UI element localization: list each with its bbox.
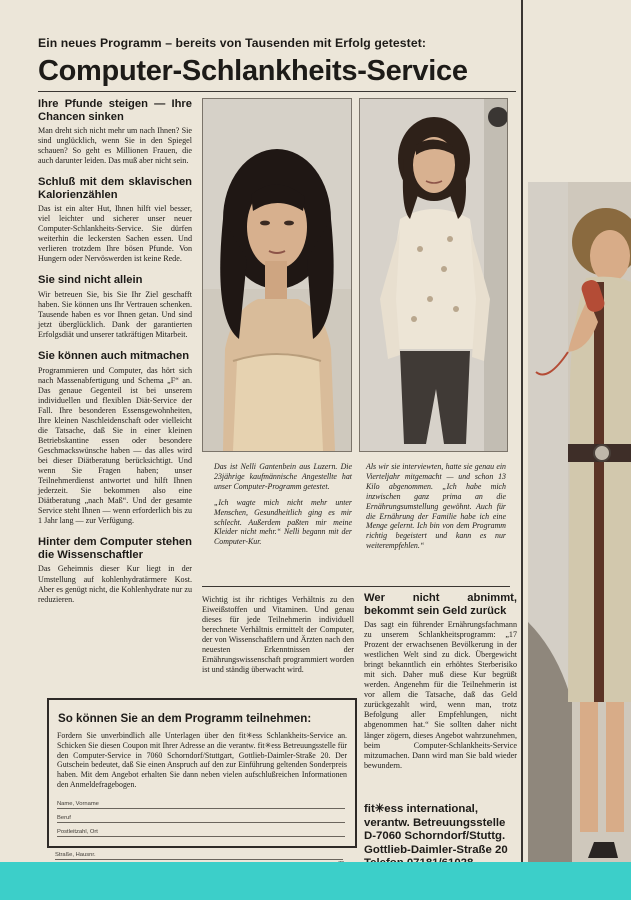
- before-photo: [202, 98, 352, 452]
- bottom-color-band: [0, 862, 631, 900]
- right-column: [364, 592, 517, 777]
- coupon-field-beruf[interactable]: Beruf: [57, 815, 345, 823]
- section-title-allein: Sie sind nicht allein: [38, 274, 143, 287]
- middle-column: [202, 595, 354, 681]
- section-body-kalorien: Das ist ein alter Hut, Ihnen hilft viel besser, viel leichter und sicherer unser neuer Computer-Schlankheits-Service. Sie dürfen weiterhin die leckersten Sachen essen. Und verlieren trotzdem Ihre bösen Pfunde. Von Hungern oder Nervöswerden ist keine Rede.: [38, 204, 192, 264]
- caption-after-quote: Als wir sie interviewten, hatte sie genau ein Vierteljahr mitgemacht — und schon 13 Kilo abgenommen. „Ich habe mich inzwischen ganz prima an die Ernährungsumstellung gewöhnt. Auch für die Ernährung der Familie habe ich eine Menge gelernt. Ich bin von dem Programm richtig begeistert und kann es nur weiterempfehlen.“: [366, 462, 506, 551]
- caption-before-quote: „Ich wagte mich nicht mehr unter Menschen, Gesundheitlich ging es mir schlecht. Außerdem paßten mir meine Kleider nicht mehr.“ Nelli begann mit der Computer-Kur.: [214, 497, 352, 547]
- coupon-title: So können Sie an dem Programm teilnehmen:: [58, 712, 312, 725]
- middle-body: Wichtig ist ihr richtiges Verhältnis zu den Eiweißstoffen und Vitaminen. Und genau dieses für jede Teilnehmerin individuell berechnete Verhältnis ermittelt der Computer, der von Wissenschaftlern und Ärzten nach den neuesten Erkenntnissen der Ernährungswissenschaft programmiert worden ist und ständig überwacht wird.: [202, 595, 354, 675]
- page-edge-line: [521, 0, 523, 864]
- address-city: D-7060 Schorndorf/Stuttg.: [364, 830, 506, 843]
- headline: Computer-Schlankheits-Service: [38, 55, 468, 87]
- coupon-field-ort[interactable]: Postleitzahl, Ort: [57, 829, 345, 837]
- caption-after: [366, 462, 506, 557]
- caption-rule: [202, 586, 510, 587]
- section-body-geld-zurueck: Das sagt ein führender Ernährungsfachmann zu unserem Schlankheitsprogramm: „17 Prozent der erwachsenen Bevölkerung in der westlichen Welt sind zu dick. Übergewicht bringt bekanntlich ein erhöhtes Sterberisiko mit sich. Daher muß diese Kur begrüßt werden. Angenehm für die Teilnehmerin ist vor allem die Tatsache, daß das Geld zurückgezahlt wird, wenn man, trotz Befolgung aller Empfehlungen, nicht abgenommen hat.“ Sie sollten daher nicht länger zögern, dieses Angebot wahrzunehmen, beim Computer-Schlankheits-Service mitzumachen. Dann wird man Sie bald wieder bewundern.: [364, 620, 517, 770]
- kicker-line: Ein neues Programm – bereits von Tausenden mit Erfolg getestet:: [38, 36, 427, 50]
- section-body-allein: Wir betreuen Sie, bis Sie Ihr Ziel geschafft haben. Sie können uns Ihr Vertrauen schenken. Tausende haben es vor Ihnen getan. Und sind jetzt überglücklich. Dank der garantierten Erfolgsdiät und unserer tatkräftigen Mitarbeit.: [38, 289, 192, 340]
- address-street: Gottlieb-Daimler-Straße 20: [364, 843, 508, 856]
- coupon-field-strasse[interactable]: Straße, Hausnr.: [55, 852, 343, 860]
- caption-before: [214, 462, 352, 553]
- order-coupon[interactable]: [47, 698, 357, 848]
- section-body-pfunde: Man dreht sich nicht mehr um nach Ihnen? Sie sind unglücklich, wenn Sie in den Spiegel schauen? So geht es Millionen Frauen, die auch darunter leiden. Das muß aber nicht sein.: [38, 126, 192, 166]
- section-body-mitmachen: Programmieren und Computer, das hört sich nach Massenabfertigung und Schema „F“ an. Das genaue Gegenteil ist bei unserem individuellen und flexiblen Diät-Service der Fall. Ihre besonderen Essensgewohnheiten, Ihre kleinen Naschleidenschaft oder vielleicht die Tatsache, daß Sie in einer kleinen Betriebskantine essen oder besondere Geschmackswünsche haben — das alles wird bei dieser Diätberatung berücksichtigt. Und wenn Sie Fragen haben; unser Teilnehmerdienst antwortet und hilft Ihnen jederzeit. Sie bekommen also eine Diätberatung „nach Maß“. Und der gesamte Service steht Ihnen — wenn erforderlich bis zu 1 Jahr lang — zur Verfügung.: [38, 365, 192, 526]
- after-photo: [359, 98, 508, 452]
- section-body-wissenschaftler: Das Geheimnis dieser Kur liegt in der Umstellung auf kohlenhydratärmere Kost. Aber es genügt nicht, die Kohlenhydrate nur zu reduzieren.: [38, 564, 192, 604]
- side-photo: [528, 182, 631, 862]
- section-title-mitmachen: Sie können auch mitmachen: [38, 350, 190, 363]
- section-title-kalorien: Schluß mit dem sklavischen Kalorienzählen: [38, 176, 192, 201]
- section-title-wissenschaftler: Hinter dem Computer stehen die Wissenschaftler: [38, 536, 192, 561]
- coupon-text: Fordern Sie unverbindlich alle Unterlagen über den fit✳ess Schlankheits-Service an. Schicken Sie diesen Coupon mit Ihrer Adresse an die verantw. fit✳ess Betreuungsstelle für den Computer-Service in 7060 Schorndorf/Stuttgart, Gottlieb-Daimler-Straße 20. Der Gutschein bedeutet, daß Sie einen Anspruch auf den zur Einführung geltenden Sonderpreis haben. Mit dem Angebot erhalten Sie dann neben vielen aufschlußreichen Informationen den Anmeldefragebogen.: [57, 731, 347, 789]
- section-title-geld-zurueck: Wer nicht abnimmt, bekommt sein Geld zurück: [364, 592, 517, 617]
- caption-before-intro: Das ist Nelli Gantenbein aus Luzern. Die 23jährige kaufmännische Angestellte hat unser Computer-Programm getestet.: [214, 462, 352, 491]
- headline-rule: [38, 91, 516, 92]
- section-title-pfunde: Ihre Pfunde steigen — Ihre Chancen sinken: [38, 98, 192, 123]
- left-column: [38, 98, 192, 611]
- coupon-field-name[interactable]: Name, Vorname: [57, 801, 345, 809]
- address-office: verantw. Betreuungsstelle: [364, 816, 506, 829]
- address-company: fit✳ess international,: [364, 803, 478, 815]
- contact-address: [364, 803, 508, 871]
